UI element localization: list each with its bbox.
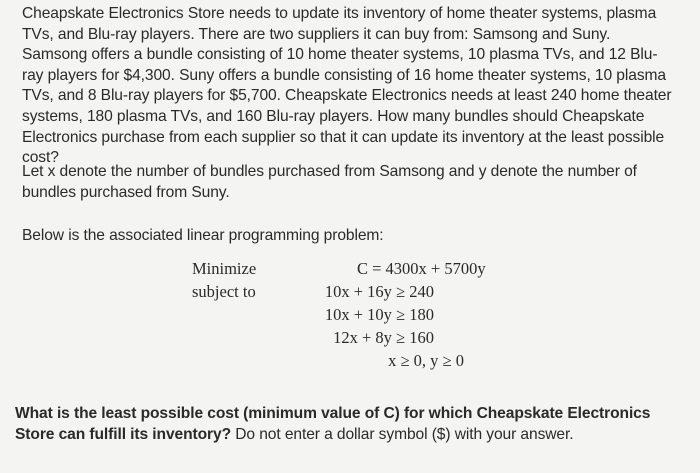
- question-text: What is the least possible cost (minimum value of C) for which Cheapskate Electronics Store can fulfill its inventory?: [15, 405, 651, 443]
- objective-function: C = 4300x + 5700y: [357, 259, 486, 278]
- constraint-nonnegativity: x ≥ 0, y ≥ 0: [388, 351, 464, 370]
- constraint-row-1: [192, 281, 552, 303]
- objective-row: [192, 258, 552, 280]
- constraint-row-3: [192, 327, 552, 349]
- lp-intro: Below is the associated linear programming problem:: [22, 227, 384, 244]
- problem-statement: Cheapskate Electronics Store needs to update its inventory of home theater systems, plasma TVs, and Blu-ray players. There are two suppliers it can buy from: Samsong and Suny. Samsong offers a bundle consisting of 10 home theater systems, 10 plasma TVs, and 12 Blu-ray players for $4,300. Suny offers a bundle consisting of 16 home theater systems, 10 plasma TVs, and 8 Blu-ray players for $5,700. Cheapskate Electronics needs at least 240 home theater systems, 180 plasma TVs, and 160 Blu-ray players. How many bundles should Cheapskate Electronics purchase from each supplier so that it can update its inventory at the least possible cost?: [22, 5, 672, 167]
- minimize-label: Minimize: [192, 259, 257, 278]
- answer-instruction: Do not enter a dollar symbol ($) with your answer.: [235, 425, 574, 443]
- constraint-3: 12x + 8y ≥ 160: [333, 328, 434, 347]
- variable-definition: Let x denote the number of bundles purchased from Samsong and y denote the number of bundles purchased from Suny.: [22, 163, 637, 201]
- constraint-1: 10x + 16y ≥ 240: [324, 282, 434, 301]
- subject-to-label: subject to: [192, 282, 256, 301]
- constraint-row-2: [192, 304, 552, 326]
- constraint-row-4: [192, 350, 552, 372]
- constraint-2: 10x + 10y ≥ 180: [324, 305, 434, 324]
- question: [15, 404, 675, 445]
- linear-program: [192, 258, 552, 370]
